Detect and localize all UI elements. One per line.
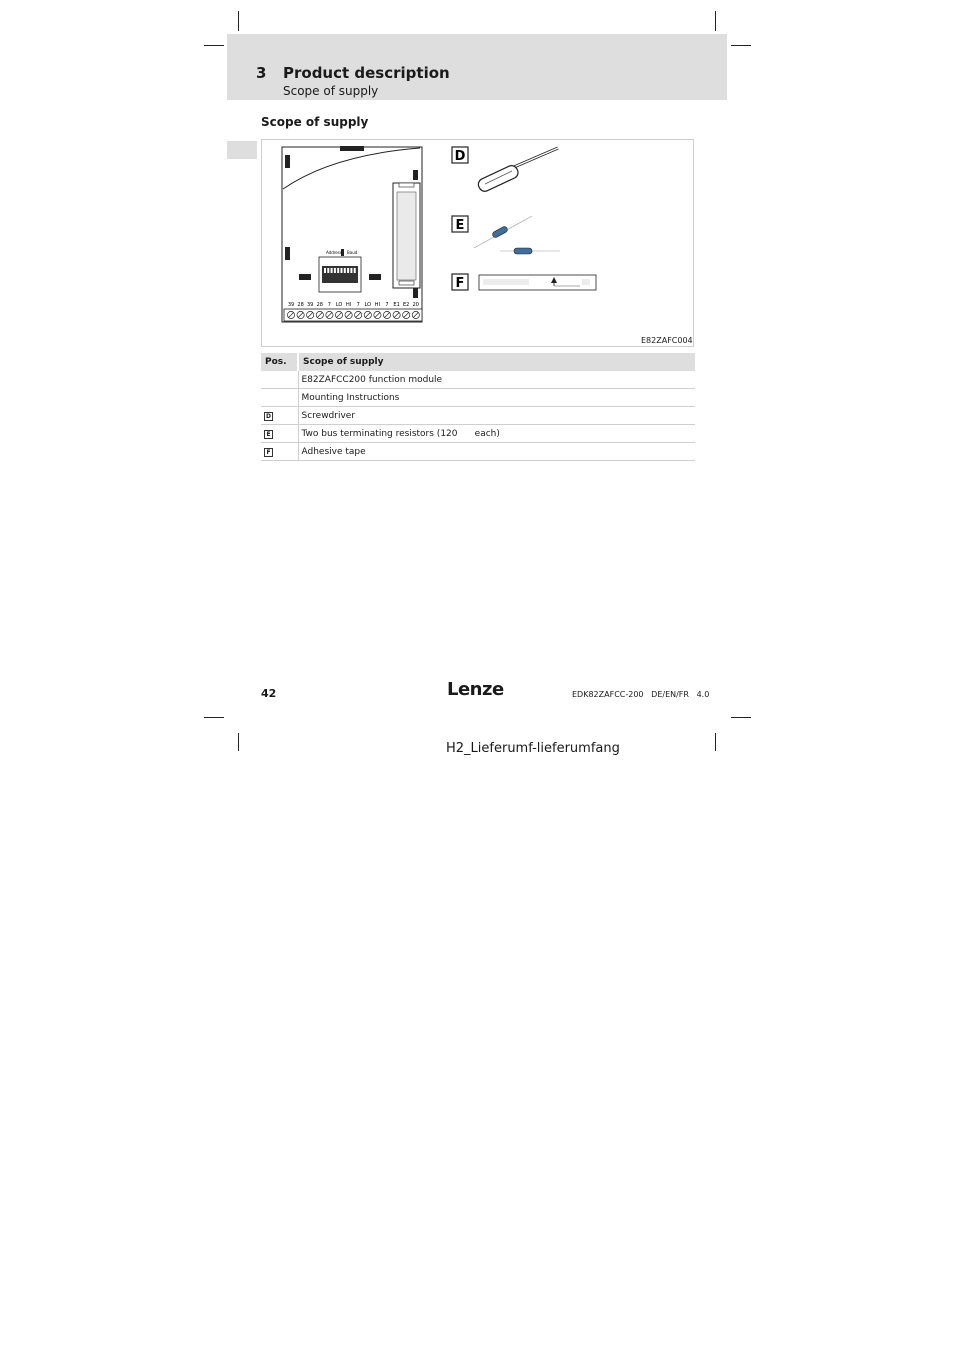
module-tab: [413, 170, 418, 180]
module-slot: [299, 274, 311, 280]
terminal-label: E2: [403, 302, 410, 308]
dip-lever: [324, 268, 326, 273]
connector-latch: [399, 281, 414, 285]
terminal-label: E1: [393, 302, 400, 308]
row-text: Mounting Instructions: [298, 389, 695, 407]
table-row: [261, 389, 695, 407]
table-row: [261, 443, 695, 461]
table-header-row: [261, 353, 695, 371]
resistor-illustration: [474, 216, 560, 254]
row-pos: [261, 407, 298, 425]
row-pos: [261, 371, 298, 389]
terminal-label: HI: [374, 302, 381, 308]
label-d: D: [454, 149, 466, 164]
crop-mark: [238, 11, 239, 31]
module-tab: [285, 155, 290, 168]
switch-label-baud: Baud: [347, 250, 358, 255]
crop-mark: [715, 733, 716, 751]
module-latch: [340, 146, 364, 151]
scope-of-supply-figure: [261, 139, 694, 347]
terminal-label: 28: [297, 302, 304, 308]
terminal-label: HI: [345, 302, 352, 308]
pos-label-d: D: [264, 412, 273, 421]
table-row: [261, 407, 695, 425]
pos-label-f: F: [264, 448, 273, 457]
row-text: Two bus terminating resistors (120 each): [298, 425, 695, 443]
module-slot: [369, 274, 381, 280]
adhesive-tape-illustration: [479, 275, 596, 290]
dip-lever: [341, 268, 343, 273]
dip-lever: [350, 268, 352, 273]
terminal-label: 20: [412, 302, 419, 308]
dip-lever: [344, 268, 346, 273]
side-tab: [227, 141, 257, 159]
figure-code: E82ZAFC004: [641, 336, 693, 345]
terminal-label: 39: [287, 302, 295, 308]
crop-mark: [204, 45, 224, 46]
scope-table: [261, 353, 695, 461]
terminal-label: 39: [307, 302, 314, 308]
terminal-label: LO: [335, 302, 343, 308]
connector-latch: [399, 183, 414, 187]
dip-lever: [354, 268, 356, 273]
table-row: [261, 425, 695, 443]
chapter-title: Product description: [283, 64, 450, 82]
dip-lever: [327, 268, 329, 273]
footer-label: H2_Lieferumf-lieferumfang: [446, 741, 620, 756]
crop-mark: [238, 733, 239, 751]
page-number: 42: [261, 687, 277, 700]
row-text: Screwdriver: [298, 407, 695, 425]
label-f: F: [455, 276, 465, 291]
header-scope: Scope of supply: [298, 353, 695, 371]
label-e: E: [455, 218, 465, 233]
crop-mark: [731, 45, 751, 46]
terminal-strip: [284, 309, 422, 321]
row-text: Adhesive tape: [298, 443, 695, 461]
crop-mark: [731, 717, 751, 718]
dip-lever: [337, 268, 339, 273]
row-pos: [261, 389, 298, 407]
dip-lever: [347, 268, 349, 273]
screwdriver-illustration: [476, 148, 558, 193]
document-code: EDK82ZAFCC-200 DE/EN/FR 4.0: [572, 690, 710, 699]
dip-lever: [334, 268, 336, 273]
chapter-number: 3: [256, 64, 267, 82]
connector-body: [397, 192, 416, 280]
crop-mark: [715, 11, 716, 31]
table-row: [261, 371, 695, 389]
pos-label-e: E: [264, 430, 273, 439]
row-pos: [261, 443, 298, 461]
terminal-label: 28: [316, 302, 323, 308]
row-text: E82ZAFCC200 function module: [298, 371, 695, 389]
section-title: Scope of supply: [261, 115, 369, 129]
figure-drawing: [262, 140, 695, 348]
chapter-subtitle: Scope of supply: [283, 84, 379, 98]
terminal-label: 7: [327, 302, 331, 308]
terminal-label: LO: [364, 302, 372, 308]
switch-label-address: Address: [326, 250, 342, 255]
module-tab: [413, 288, 418, 298]
dip-lever: [331, 268, 333, 273]
lenze-logo: Lenze: [447, 679, 504, 700]
header-pos: Pos.: [261, 353, 298, 371]
crop-mark: [204, 717, 224, 718]
terminal-label: 7: [356, 302, 360, 308]
module-tab: [285, 247, 290, 260]
terminal-label: 7: [385, 302, 389, 308]
row-pos: [261, 425, 298, 443]
